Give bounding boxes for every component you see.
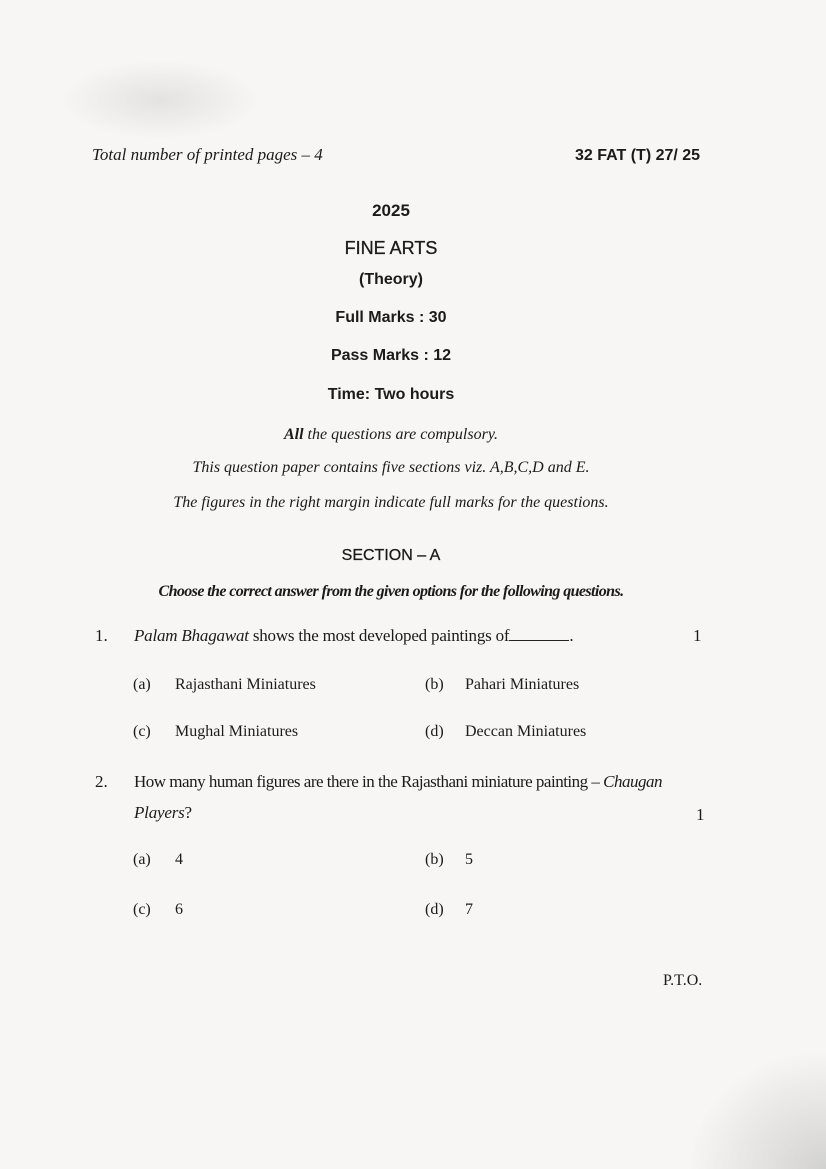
question-end-text: ? [184, 803, 192, 822]
question-italic-text: Chaugan [603, 772, 662, 791]
section-heading: SECTION – A [341, 547, 441, 564]
exam-year: 2025 [372, 201, 410, 220]
scan-shadow [60, 60, 260, 140]
option-label: (a) [133, 851, 151, 868]
option-label: (c) [133, 723, 151, 740]
question-text [134, 772, 662, 792]
question-text [134, 626, 573, 646]
question-body-text: shows the most developed paintings of [248, 626, 510, 645]
paper-type: (Theory) [359, 271, 423, 288]
question-text-continued [134, 803, 192, 823]
option-label: (c) [133, 901, 151, 918]
page-turn-note: P.T.O. [663, 972, 703, 989]
question-italic-text: Palam Bhagawat [134, 626, 249, 645]
option-text: 4 [175, 851, 183, 868]
option-text: Mughal Miniatures [175, 723, 299, 740]
section-directive: Choose the correct answer from the given options for the following questions. [158, 583, 624, 600]
option-label: (d) [425, 901, 444, 918]
question-number: 1. [95, 626, 108, 645]
instruction-compulsory [0, 426, 782, 444]
option-text: Rajasthani Miniatures [175, 676, 316, 693]
subject-title: FINE ARTS [344, 238, 438, 258]
option-label: (d) [425, 723, 444, 740]
instruction-emphasis: All [283, 426, 304, 443]
option-text: 5 [465, 851, 473, 868]
pass-marks: Pass Marks : 12 [330, 347, 452, 364]
question-marks: 1 [693, 626, 702, 645]
option-text: 7 [465, 901, 473, 918]
question-end-text: . [569, 626, 574, 645]
question-number: 2. [95, 772, 108, 791]
option-text: Deccan Miniatures [465, 723, 587, 740]
time-allowed: Time: Two hours [327, 386, 455, 403]
option-label: (b) [425, 676, 444, 693]
full-marks: Full Marks : 30 [335, 309, 447, 326]
option-text: 6 [175, 901, 183, 918]
option-label: (a) [133, 676, 151, 693]
option-text: Pahari Miniatures [465, 676, 580, 693]
question-marks: 1 [696, 805, 705, 824]
option-label: (b) [425, 851, 444, 868]
printed-pages-note: Total number of printed pages – 4 [92, 145, 323, 164]
instruction-sections: This question paper contains five sections viz. A,B,C,D and E. [192, 459, 590, 476]
question-italic-text: Players [134, 803, 185, 822]
scan-shadow-corner [686, 1049, 826, 1169]
paper-code: 32 FAT (T) 27/ 25 [575, 147, 701, 164]
instruction-rest: the questions are compulsory. [303, 426, 499, 443]
instruction-marks: The figures in the right margin indicate full marks for the questions. [173, 494, 609, 511]
answer-blank [509, 628, 569, 641]
question-body-text: How many human figures are there in the Rajasthani miniature painting – [134, 772, 604, 791]
